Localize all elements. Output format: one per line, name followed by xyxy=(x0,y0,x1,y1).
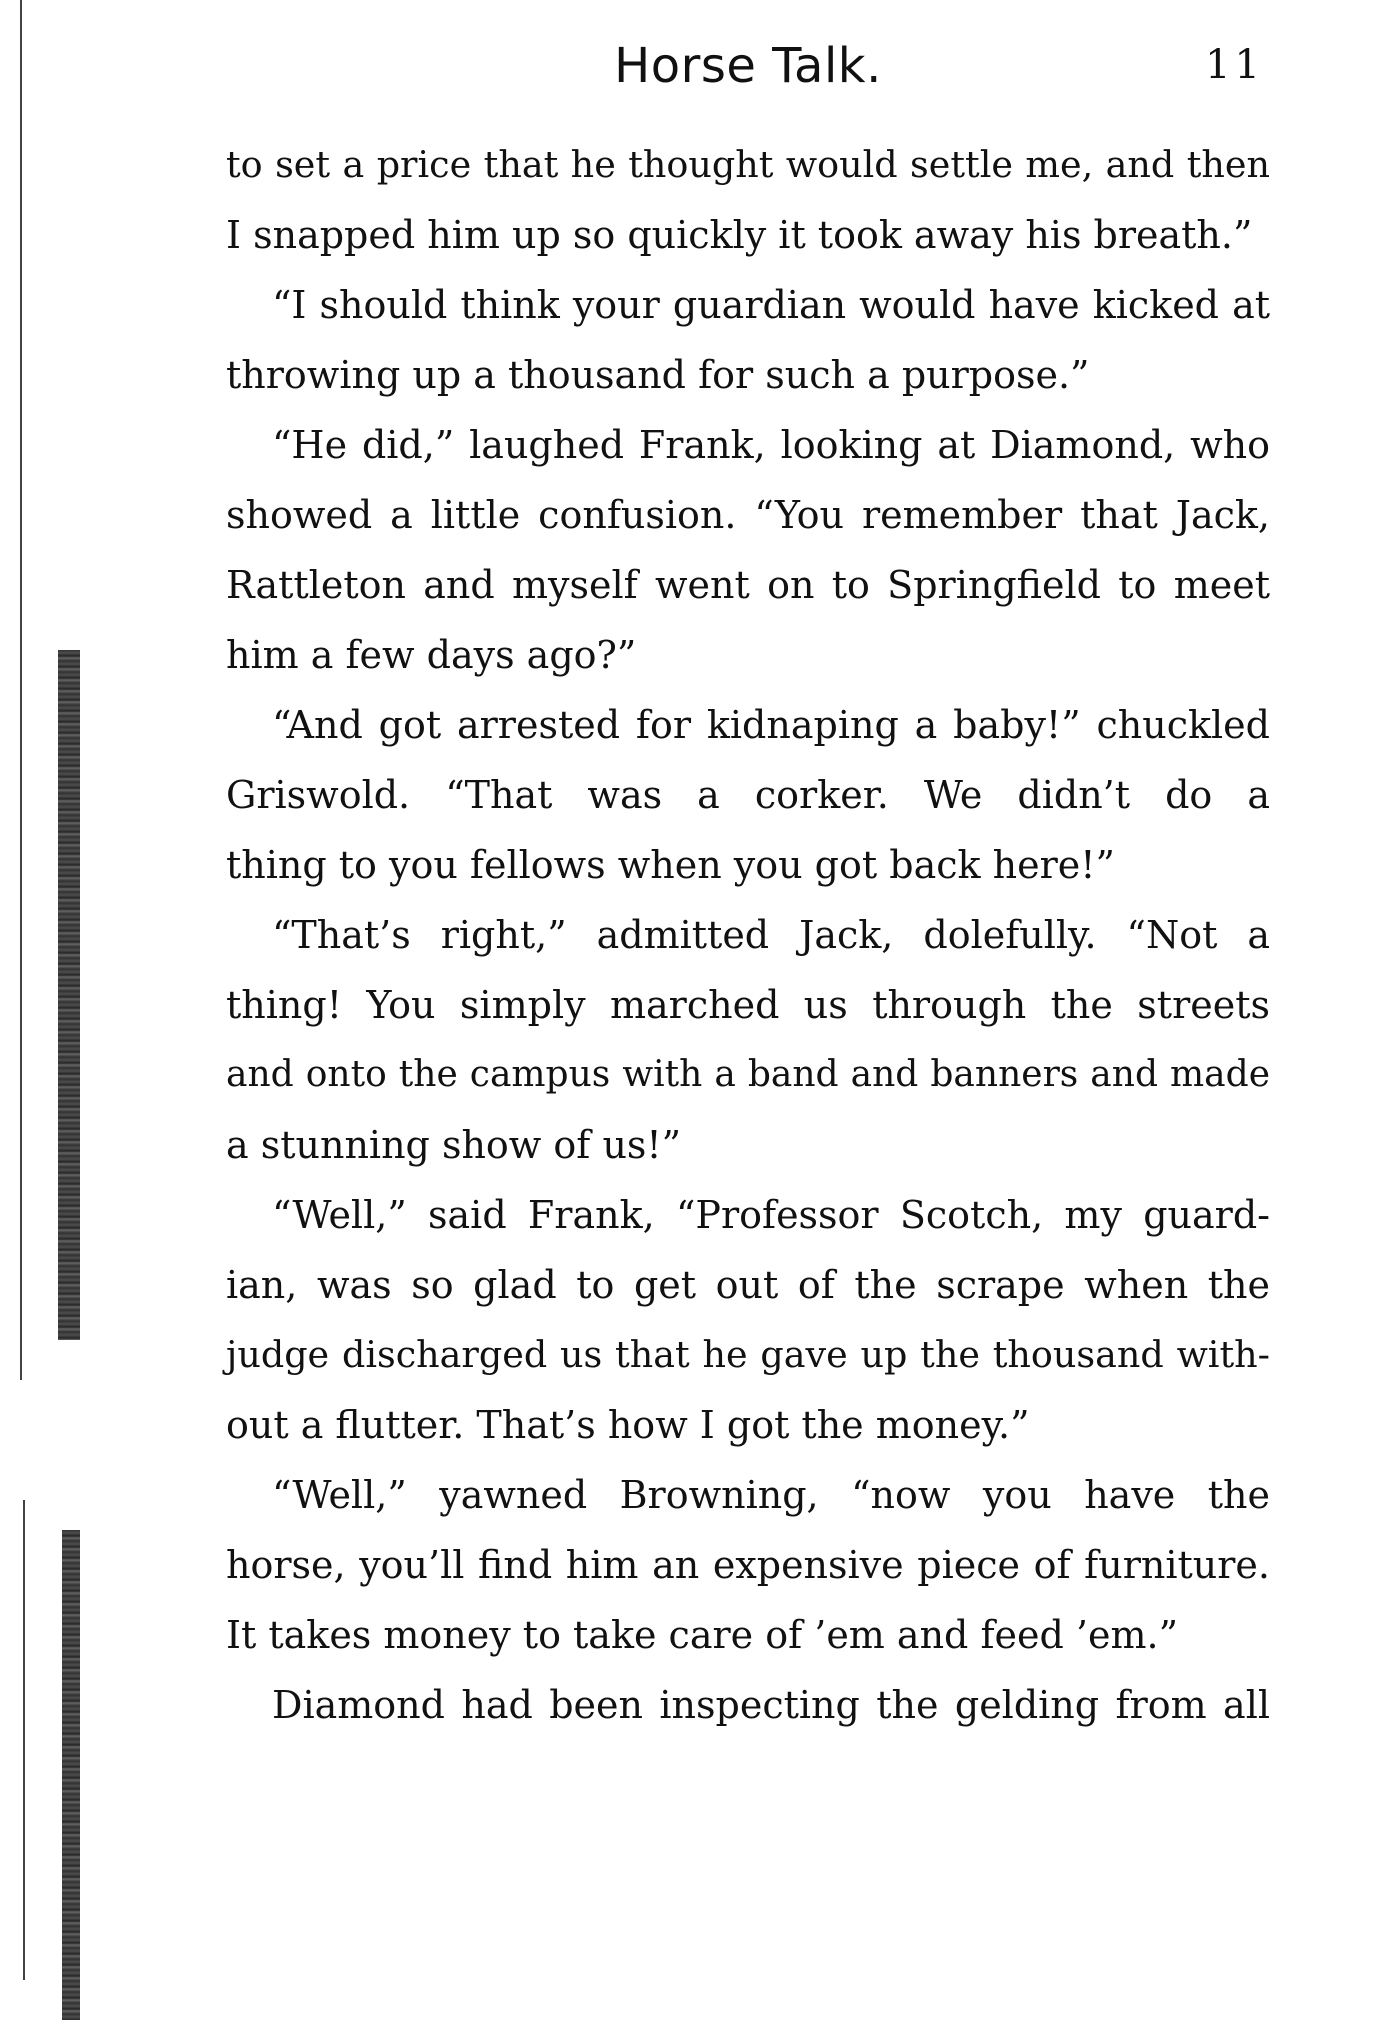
text-line: “Well,” said Frank, “Professor Scotch, my guard- xyxy=(272,1193,1270,1237)
binding-shadow xyxy=(58,650,80,1340)
text-line: judge discharged us that he gave up the thousand with- xyxy=(226,1333,1270,1376)
text-line: Rattleton and myself went on to Springfield to meet xyxy=(226,563,1270,607)
text-line: Griswold. “That was a corker. We didn’t do a xyxy=(226,773,1270,817)
text-line: showed a little confusion. “You remember that Jack, xyxy=(226,493,1270,537)
page-number: 11 xyxy=(1205,42,1264,88)
text-line: Diamond had been inspecting the gelding from all xyxy=(272,1683,1270,1727)
text-line: It takes money to take care of ’em and feed ’em.” xyxy=(226,1613,1179,1657)
binding-edge-line xyxy=(20,0,22,1380)
page-header xyxy=(228,38,1268,108)
text-line: “That’s right,” admitted Jack, dolefully. “Not a xyxy=(272,913,1270,957)
text-line: I snapped him up so quickly it took away his breath.” xyxy=(226,213,1253,257)
binding-shadow xyxy=(62,1530,80,2020)
text-line: “He did,” laughed Frank, looking at Diamond, who xyxy=(272,423,1270,467)
text-line: a stunning show of us!” xyxy=(226,1123,682,1167)
text-line: horse, you’ll find him an expensive piece of furniture. xyxy=(226,1543,1270,1587)
body-text xyxy=(226,130,1270,1740)
text-line: thing! You simply marched us through the streets xyxy=(226,983,1270,1027)
text-line: thing to you fellows when you got back here!” xyxy=(226,843,1115,887)
text-line: him a few days ago?” xyxy=(226,633,637,677)
text-line: out a flutter. That’s how I got the money.” xyxy=(226,1403,1030,1447)
text-line: “And got arrested for kidnaping a baby!” chuckled xyxy=(272,703,1270,747)
text-line: and onto the campus with a band and banners and made xyxy=(226,1054,1270,1095)
text-line: throwing up a thousand for such a purpose.” xyxy=(226,353,1090,397)
text-line: “I should think your guardian would have kicked at xyxy=(272,283,1270,327)
text-line: ian, was so glad to get out of the scrape when the xyxy=(226,1263,1270,1307)
binding-edge-line xyxy=(23,1500,25,1980)
text-line: to set a price that he thought would settle me, and then xyxy=(226,143,1270,186)
text-line: “Well,” yawned Browning, “now you have the xyxy=(272,1473,1270,1517)
running-title: Horse Talk. xyxy=(614,38,882,94)
